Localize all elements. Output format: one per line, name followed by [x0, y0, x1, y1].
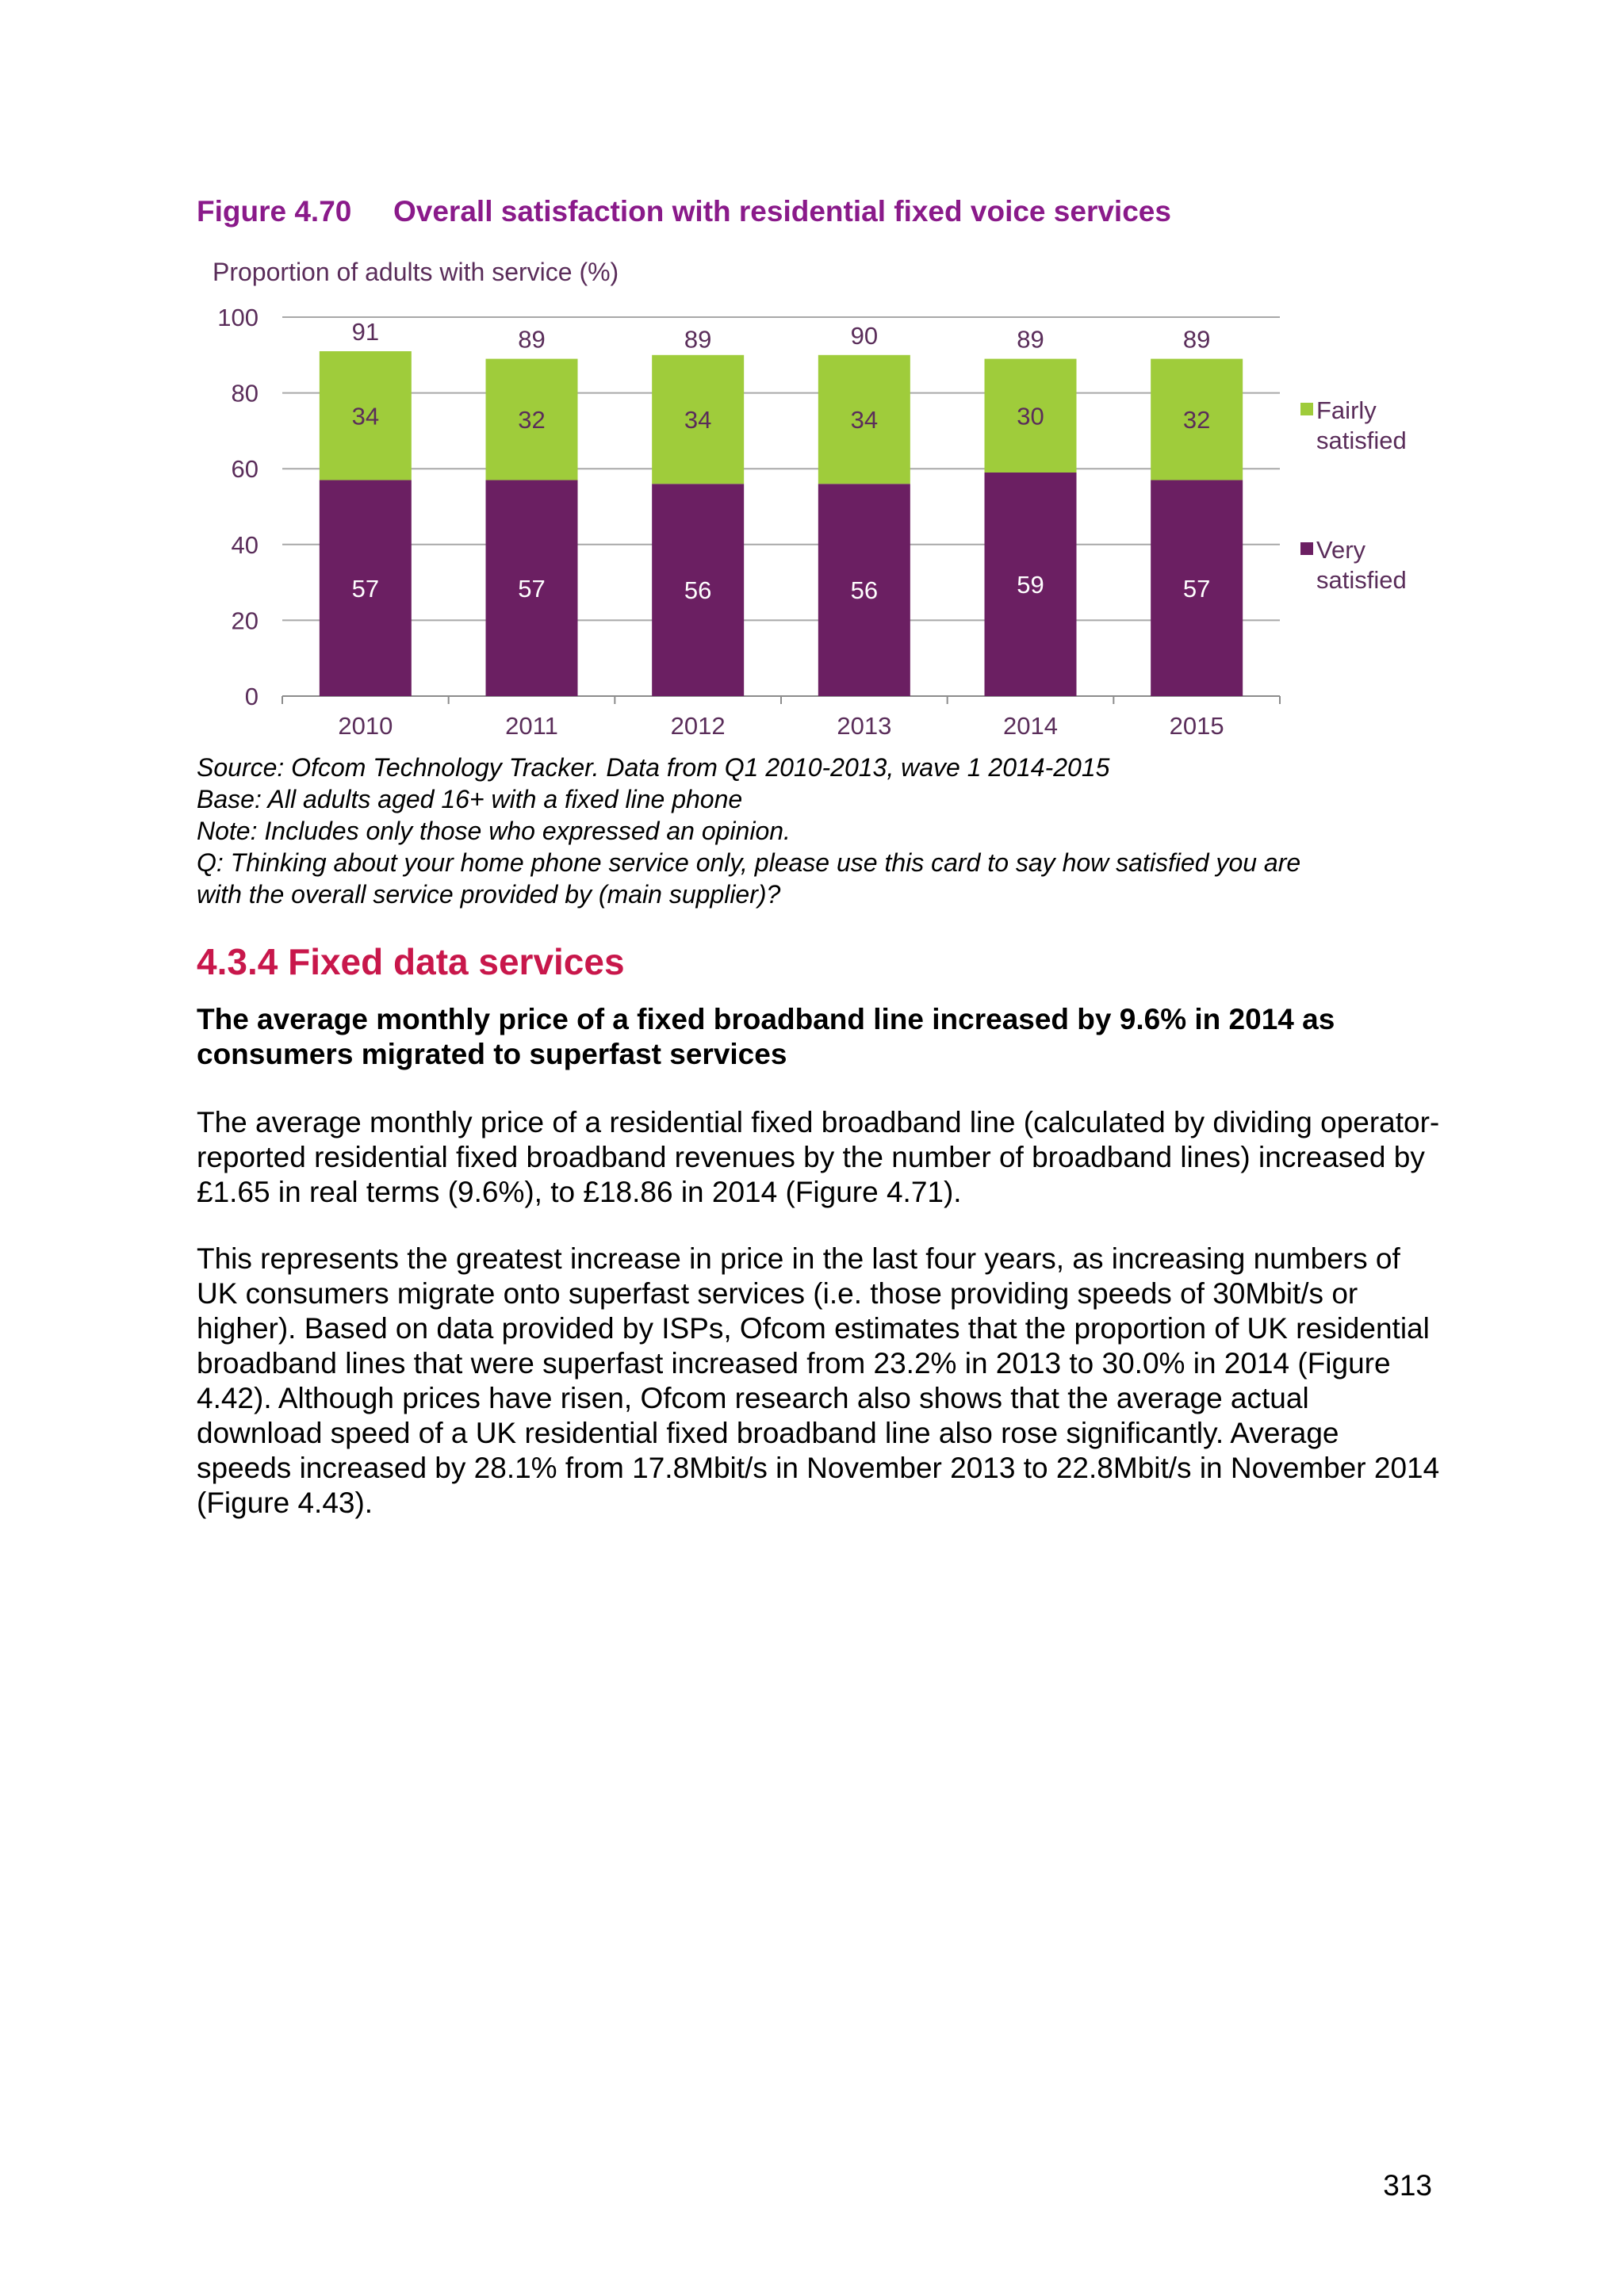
includes-note: Note: Includes only those who expressed an opinion.: [197, 817, 791, 845]
total-label: 89: [518, 325, 546, 354]
y-tick-label: 0: [244, 683, 259, 710]
data-label-fairly-satisfied: 32: [1182, 406, 1211, 434]
y-tick-label: 100: [217, 304, 259, 331]
figure-notes: [197, 752, 1434, 910]
figure-number: Figure 4.70: [197, 195, 352, 228]
source-note: Source: Ofcom Technology Tracker. Data from Q1 2010-2013, wave 1 2014-2015: [197, 753, 1110, 782]
data-label-fairly-satisfied: 34: [850, 406, 879, 434]
question-note-line1: Q: Thinking about your home phone service only, please use this card to say how satisfied you are: [197, 848, 1301, 877]
y-axis-label: Proportion of adults with service (%): [213, 258, 619, 286]
legend-label-line1: Fairly: [1316, 396, 1377, 424]
page-number: 313: [1383, 2169, 1432, 2202]
legend-label-line1: Very: [1316, 536, 1366, 564]
stacked-bar-chart: [190, 252, 1459, 744]
y-tick-label: 80: [231, 379, 259, 408]
data-label-very-satisfied: 56: [684, 576, 712, 605]
data-label-very-satisfied: 57: [518, 574, 546, 603]
legend-swatch: [1300, 403, 1313, 415]
x-tick-label: 2012: [670, 712, 726, 740]
section-heading: 4.3.4 Fixed data services: [197, 941, 625, 982]
data-label-very-satisfied: 59: [1017, 570, 1044, 599]
data-label-fairly-satisfied: 30: [1017, 402, 1044, 430]
y-tick-label: 40: [231, 530, 259, 559]
x-tick-label: 2013: [837, 712, 892, 740]
legend-label-line2: satisfied: [1316, 427, 1407, 454]
legend-label-line2: satisfied: [1316, 566, 1407, 594]
total-label: 89: [684, 325, 712, 354]
x-tick-label: 2015: [1169, 712, 1224, 740]
figure-header: [197, 195, 1465, 228]
total-label: 89: [1182, 325, 1211, 354]
legend-swatch: [1300, 542, 1313, 555]
x-tick-label: 2014: [1003, 712, 1058, 740]
total-label: 90: [850, 321, 879, 350]
y-tick-label: 20: [231, 607, 259, 635]
total-label: 91: [351, 318, 380, 346]
y-tick-label: 60: [231, 455, 259, 484]
data-label-fairly-satisfied: 32: [518, 406, 546, 434]
data-label-very-satisfied: 56: [850, 576, 879, 605]
base-note: Base: All adults aged 16+ with a fixed line phone: [197, 785, 743, 813]
total-label: 89: [1017, 325, 1044, 354]
data-label-very-satisfied: 57: [1182, 574, 1211, 603]
figure-title: Overall satisfaction with residential fixed voice services: [393, 195, 1171, 228]
data-label-fairly-satisfied: 34: [351, 402, 380, 430]
section-lead: The average monthly price of a fixed broadband line increased by 9.6% in 2014 as consumers migrated to superfast services: [197, 1003, 1335, 1070]
question-note-line2: with the overall service provided by (main supplier)?: [197, 880, 781, 909]
x-tick-label: 2011: [505, 712, 558, 740]
data-label-very-satisfied: 57: [351, 574, 380, 603]
data-label-fairly-satisfied: 34: [684, 406, 712, 434]
x-tick-label: 2010: [338, 712, 393, 740]
paragraph-2: This represents the greatest increase in price in the last four years, as increasing numbers of UK consumers migrate onto superfast services (i.e. those providing speeds of 30Mbit/s or higher). Based on data provided by ISPs, Ofcom estimates that the proportion of UK residential broadband lines that were superfast increased from 23.2% in 2013 to 30.0% in 2014 (Figure 4.42). Although prices have risen, Ofcom research also shows that the average actual download speed of a UK residential fixed broadband line also rose significantly. Average speeds increased by 28.1% from 17.8Mbit/s in November 2013 to 22.8Mbit/s in November 2014 (Figure 4.43).: [197, 1242, 1440, 1519]
paragraph-1: The average monthly price of a residential fixed broadband line (calculated by dividing operator-reported residential fixed broadband revenues by the number of broadband lines) increased by £1.65 in real terms (9.6%), to £18.86 in 2014 (Figure 4.71).: [197, 1106, 1440, 1208]
